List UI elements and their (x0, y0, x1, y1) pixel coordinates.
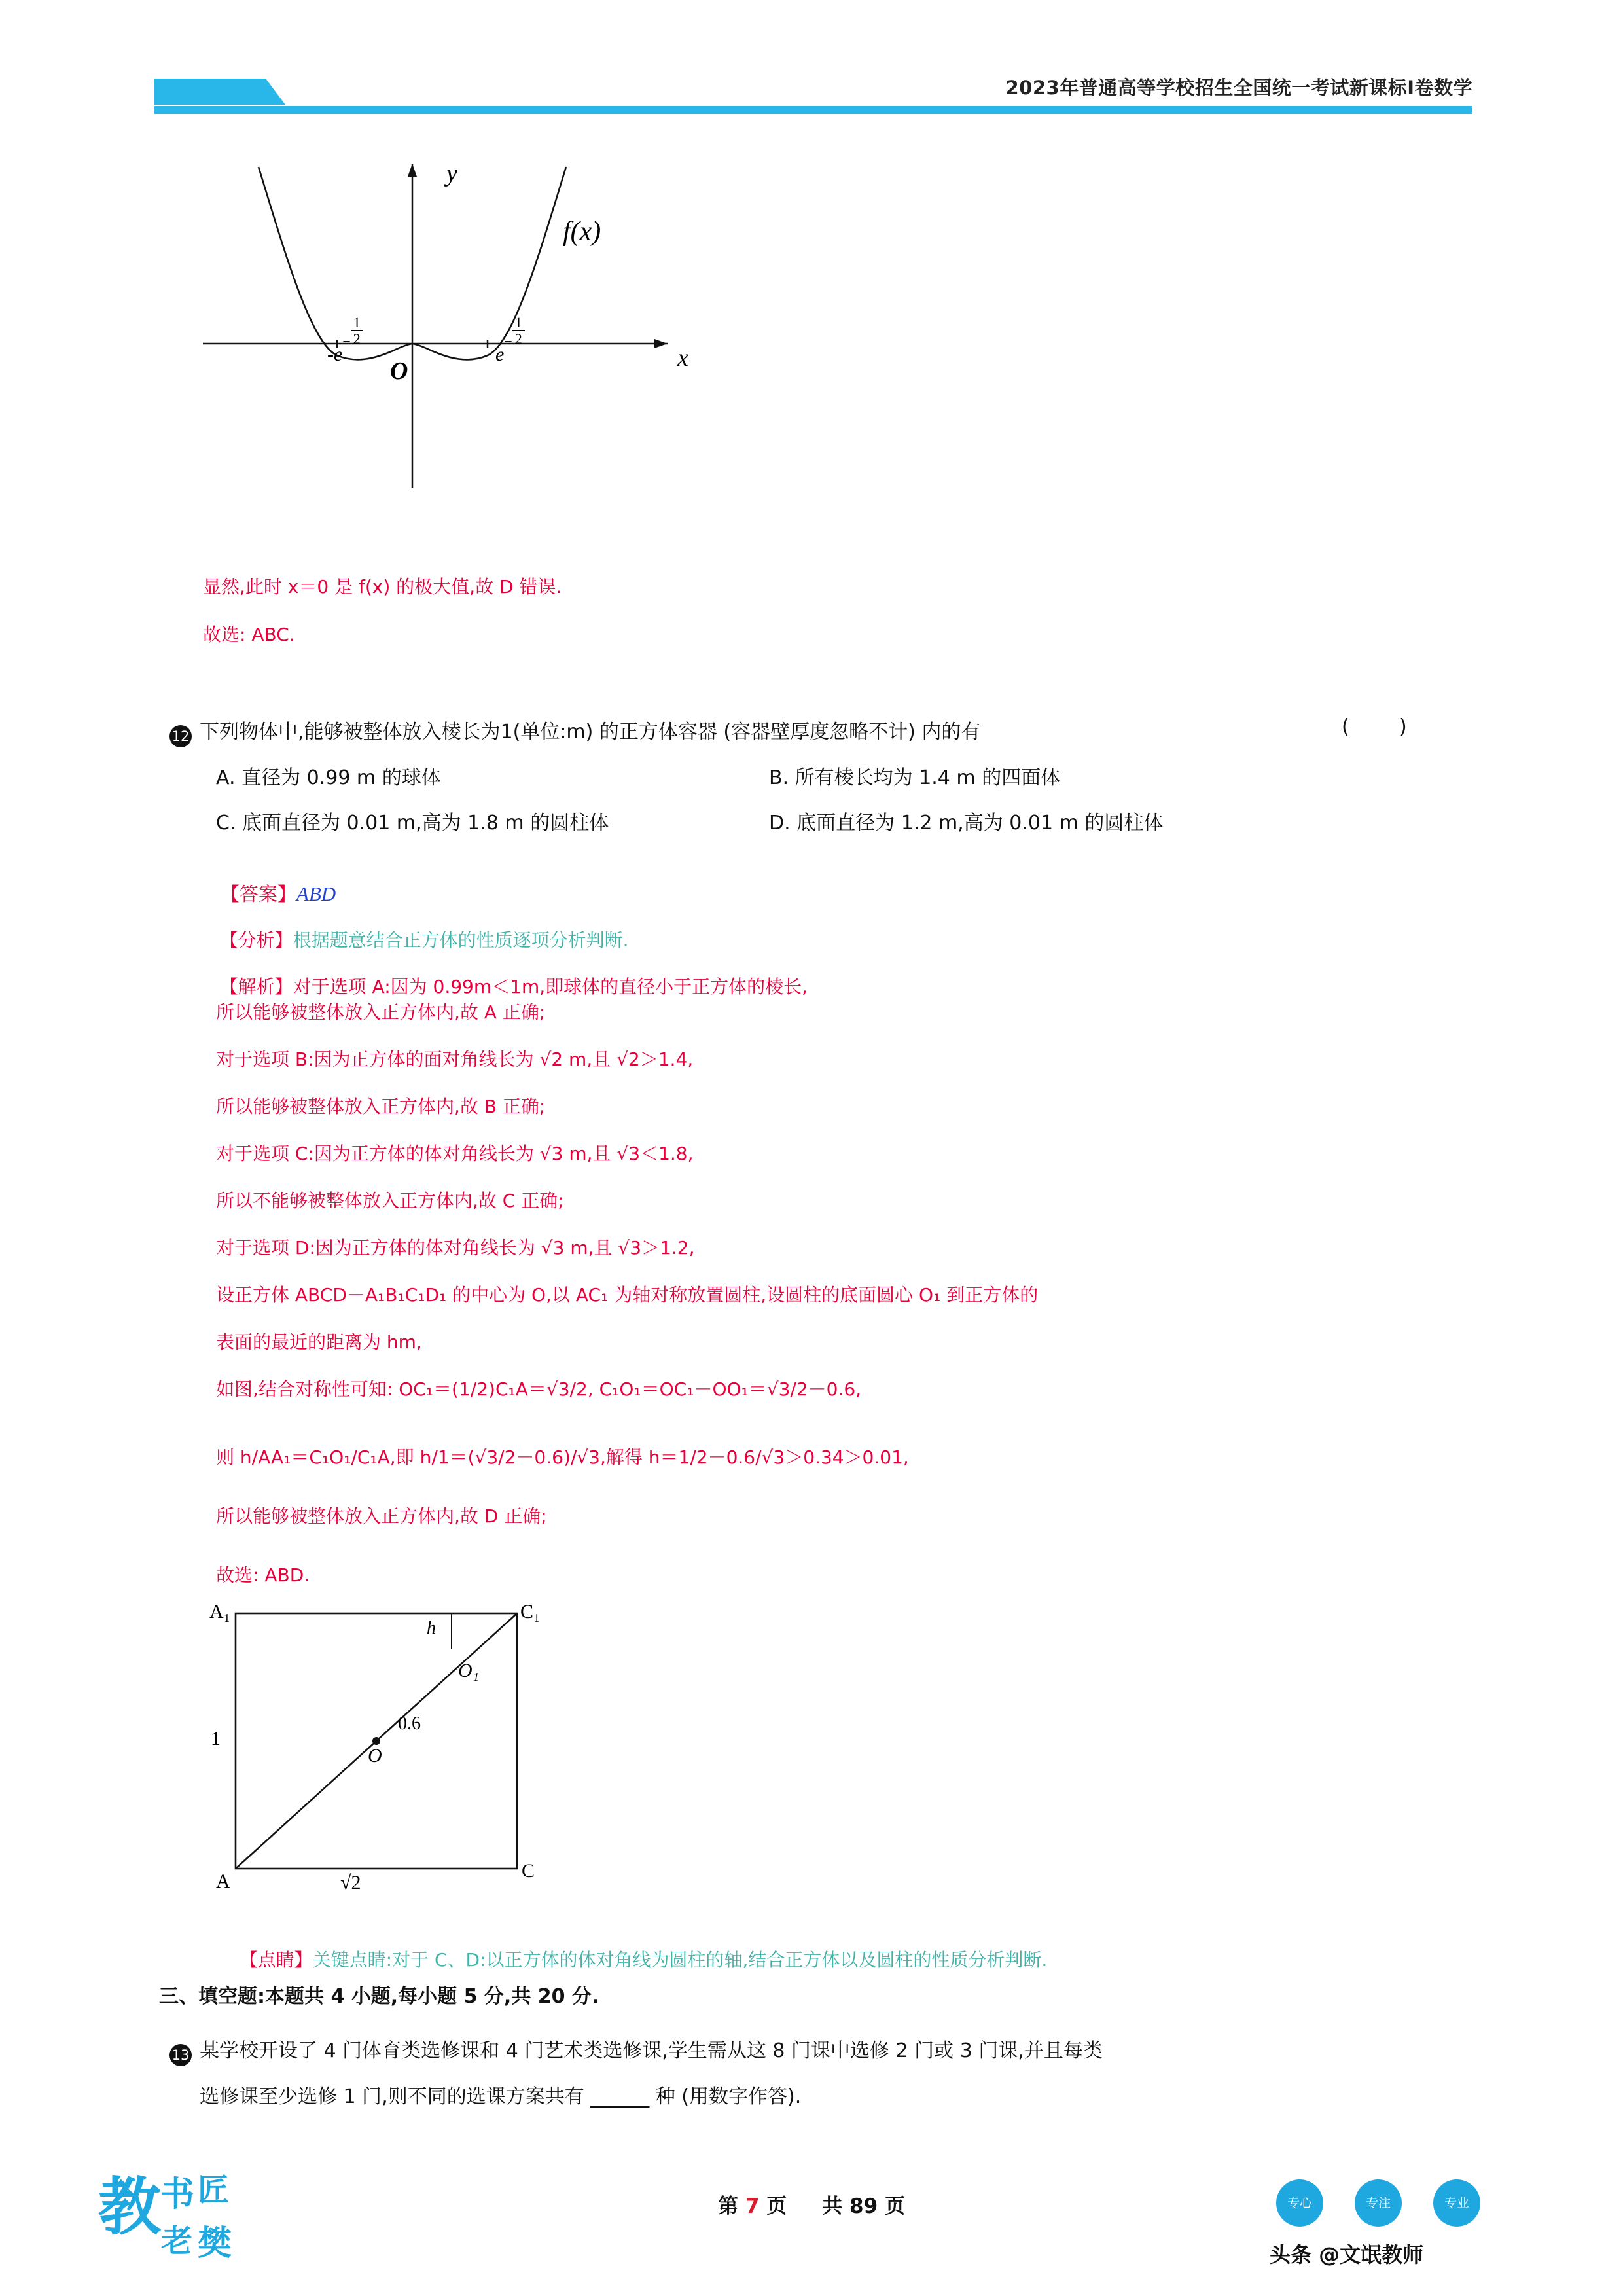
graph-x-axis-label: x (677, 344, 688, 372)
page-header (154, 79, 1472, 119)
footer-page-number: 7 (745, 2195, 760, 2218)
q13-line2: 选修课至少选修 1 门,则不同的选课方案共有 ______ 种 (用数字作答). (200, 2085, 802, 2108)
section3-heading: 三、填空题:本题共 4 小题,每小题 5 分,共 20 分. (159, 1985, 599, 2008)
q12-solution-line-6: 对于选项 D:因为正方体的体对角线长为 √3 m,且 √3＞1.2, (216, 1237, 695, 1259)
q12-option-c: C. 底面直径为 0.01 m,高为 1.8 m 的圆柱体 (216, 812, 609, 834)
watermark-toutiao: 头条 @文氓教师 (1270, 2242, 1424, 2267)
header-title: 2023年普通高等学校招生全国统一考试新课标Ⅰ卷数学 (1005, 77, 1472, 99)
graph-tick-right: e− $\frac{1}{2}$ (466, 293, 525, 388)
q13-number-badge (159, 2032, 192, 2078)
cube-label-h: h (427, 1618, 436, 1638)
badge-zhuanxin: 专心 (1276, 2179, 1323, 2227)
svg-text:匠: 匠 (198, 2172, 230, 2208)
q12-analysis-text: 根据题意结合正方体的性质逐项分析判断. (293, 929, 629, 951)
cube-label-side-left: 1 (211, 1728, 221, 1749)
footer-total-prefix: 共 (822, 2195, 843, 2218)
svg-text:教: 教 (98, 2170, 161, 2244)
graph-curve-label: f(x) (563, 217, 601, 247)
footer-page-prefix: 第 (718, 2195, 739, 2218)
graph-y-axis-label: y (446, 160, 457, 187)
cube-label-O1: O₁ (458, 1660, 480, 1681)
badge-zhuanzhu: 专注 (1355, 2179, 1402, 2227)
q12-number: 12 (169, 725, 192, 747)
header-rule (154, 106, 1472, 114)
graph-tick-left: -e− $\frac{1}{2}$ (298, 293, 363, 388)
q12-number-badge (159, 713, 192, 759)
q11-tail-line1: 显然,此时 x＝0 是 f(x) 的极大值,故 D 错误. (203, 576, 562, 598)
cube-label-C1: C₁ (520, 1601, 541, 1623)
q12-solution-line-8: 表面的最近的距离为 hm, (216, 1331, 422, 1353)
q12-stem: 下列物体中,能够被整体放入棱长为1(单位:m) 的正方体容器 (容器壁厚度忽略不计) 内的有 (200, 721, 981, 744)
graph-tick-left-base: -e (327, 344, 343, 366)
svg-text:樊: 樊 (198, 2224, 232, 2263)
badge-zhuanye: 专业 (1433, 2179, 1480, 2227)
q12-solution-line-0: 对于选项 A:因为 0.99m＜1m,即球体的直径小于正方体的棱长, (293, 976, 808, 997)
footer-page-unit: 页 (766, 2195, 787, 2218)
q11-tail-line2: 故选: ABC. (203, 624, 295, 645)
q13-number: 13 (169, 2044, 192, 2066)
q12-analysis-tag: 【分析】 (219, 929, 293, 951)
footer-total-number: 89 (849, 2195, 878, 2218)
header-accent-tab (154, 79, 285, 105)
cube-figure-svg (196, 1597, 615, 1905)
q12-solution-line-10: 则 h/AA₁＝C₁O₁/C₁A,即 h/1＝(√3/2－0.6)/√3,解得 h＝1/2－0.6/√3＞0.34＞0.01, (216, 1446, 909, 1468)
cube-label-A: A (216, 1871, 230, 1892)
q12-solution-line-4: 对于选项 C:因为正方体的体对角线长为 √3 m,且 √3＜1.8, (216, 1143, 694, 1164)
graph-tick-left-exp-num: 1 (351, 315, 363, 331)
page-footer-pagination (668, 2189, 955, 2219)
graph-origin-label: O (390, 357, 408, 385)
svg-text:书: 书 (160, 2175, 195, 2214)
cube-label-O: O (368, 1745, 382, 1767)
footer-badges (1276, 2179, 1551, 2225)
q12-solution-line-1: 所以能够被整体放入正方体内,故 A 正确; (216, 1001, 546, 1023)
function-graph-figure (196, 147, 785, 501)
q12-keypoint-text: 关键点睛:对于 C、D:以正方体的体对角线为圆柱的轴,结合正方体以及圆柱的性质分析判断. (312, 1949, 1048, 1971)
q12-answer-tag: 【答案】 (220, 883, 296, 905)
q12-solution-tag: 【解析】 (219, 976, 293, 997)
graph-tick-right-exp-den: 2 (514, 331, 522, 348)
cube-label-A1: A₁ (209, 1601, 231, 1623)
svg-text:老: 老 (161, 2223, 193, 2259)
cube-label-C: C (522, 1860, 535, 1882)
q13-line1: 某学校开设了 4 门体育类选修课和 4 门艺术类选修课,学生需从这 8 门课中选修 2 门或 3 门课,并且每类 (200, 2039, 1103, 2062)
graph-tick-right-base: e (495, 344, 505, 366)
q12-solution-line-2: 对于选项 B:因为正方体的面对角线长为 √2 m,且 √2＞1.4, (216, 1049, 694, 1070)
q12-solution-line-12: 故选: ABD. (216, 1564, 310, 1586)
graph-tick-right-exp-num: 1 (512, 315, 525, 331)
q12-option-d: D. 底面直径为 1.2 m,高为 0.01 m 的圆柱体 (769, 812, 1164, 834)
q12-answer-parens: ( ) (1342, 715, 1407, 738)
cube-label-seg: 0.6 (398, 1713, 421, 1734)
q12-answer-value: ABD (296, 882, 336, 905)
publisher-logo-svg (98, 2160, 314, 2271)
graph-tick-left-exp-den: 2 (353, 331, 361, 348)
q12-option-a: A. 直径为 0.99 m 的球体 (216, 766, 441, 789)
q12-option-b: B. 所有棱长均为 1.4 m 的四面体 (769, 766, 1061, 789)
q12-solution-line-3: 所以能够被整体放入正方体内,故 B 正确; (216, 1096, 546, 1117)
footer-total-unit: 页 (884, 2195, 905, 2218)
cube-label-side-bottom: √2 (340, 1872, 361, 1893)
q12-solution-line-5: 所以不能够被整体放入正方体内,故 C 正确; (216, 1190, 564, 1211)
q12-solution-line-11: 所以能够被整体放入正方体内,故 D 正确; (216, 1505, 547, 1527)
publisher-logo (98, 2160, 314, 2271)
q12-solution-line-9: 如图,结合对称性可知: OC₁＝(1/2)C₁A＝√3/2, C₁O₁＝OC₁－OO₁＝√3/2－0.6, (216, 1378, 862, 1400)
q12-keypoint-tag: 【点睛】 (239, 1949, 313, 1971)
q12-solution-line-7: 设正方体 ABCD－A₁B₁C₁D₁ 的中心为 O,以 AC₁ 为轴对称放置圆柱,设圆柱的底面圆心 O₁ 到正方体的 (216, 1284, 1039, 1306)
cube-cross-section-figure (196, 1597, 615, 1911)
